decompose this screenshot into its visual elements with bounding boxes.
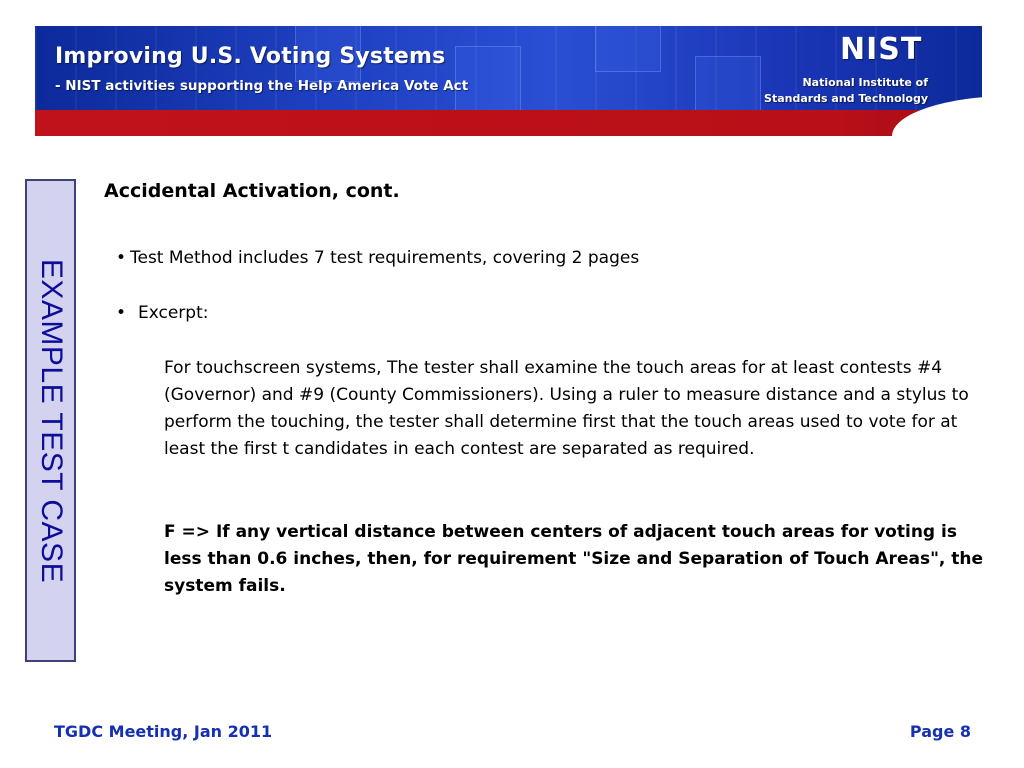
bullet-text: Test Method includes 7 test requirements, covering 2 pages [130,248,640,268]
slide-heading: Accidental Activation, cont. [104,180,400,202]
side-label-text: EXAMPLE TEST CASE [34,258,68,583]
side-label-box [25,179,76,662]
nist-logo: NIST [840,32,923,67]
footer-page-number: Page 8 [909,722,971,741]
bullet-item [116,302,208,324]
org-name-line1: National Institute of [802,76,928,89]
bullet-text: Excerpt: [138,303,209,323]
fail-criterion-paragraph: F => If any vertical distance between centers of adjacent touch areas for voting is less than 0.6 inches, then, for requirement "Size and Separation of Touch Areas", the system fails. [164,522,984,596]
banner-decor-square [595,26,661,72]
banner-red-strip [35,110,982,136]
bullet-marker: • [116,248,127,268]
footer-meeting: TGDC Meeting, Jan 2011 [54,722,273,741]
excerpt-paragraph: For touchscreen systems, The tester shall examine the touch areas for at least contests #4 (Governor) and #9 (County Commissioners). Using a ruler to measure distance and a stylus to perform the touching, the tester shall determine first that the touch areas used to vote for at least the first t candidates in each contest are separated as required. [164,358,969,459]
banner-subtitle: - NIST activities supporting the Help America Vote Act [55,78,469,94]
org-name-line2: Standards and Technology [764,92,928,105]
banner-title: Improving U.S. Voting Systems [55,44,446,69]
bullet-item [116,247,639,269]
header-banner [35,26,982,136]
bullet-marker: • [116,303,127,323]
